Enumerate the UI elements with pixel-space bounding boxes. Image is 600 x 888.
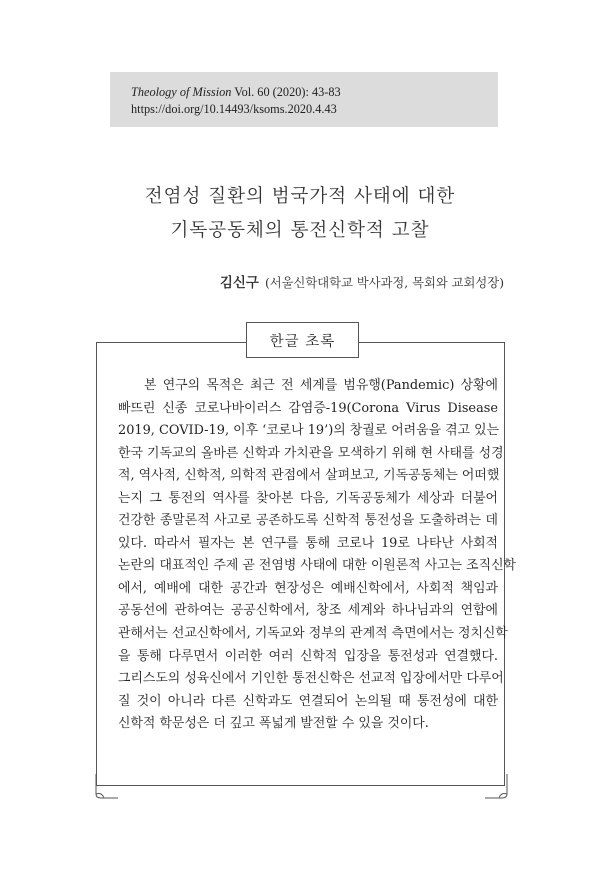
journal-name: Theology of Mission	[131, 85, 232, 99]
abstract-line: 있다. 따라서 필자는 본 연구를 통해 코로나 19로 나타난 사회적	[118, 535, 498, 551]
doi-link[interactable]: https://doi.org/10.14493/ksoms.2020.4.43	[131, 102, 337, 116]
abstract-line: 한국 기독교의 올바른 신학과 가치관을 모색하기 위해 현 사태를 성경	[118, 445, 504, 461]
scroll-curl-right-icon	[483, 772, 511, 800]
abstract-line: 공동선에 관하여는 공공신학에서, 창조 세계와 하나님과의 연합에	[118, 603, 498, 619]
abstract-line: 적, 역사적, 신학적, 의학적 관점에서 살펴보고, 기독공동체는 어떠했	[118, 468, 500, 484]
journal-citation	[131, 84, 498, 101]
title-line-2: 기독공동체의 통전신학적 고찰	[170, 220, 430, 241]
abstract-line: 논란의 대표적인 주제 곧 전염병 사태에 대한 이원론적 사고는 조직신학	[118, 558, 516, 574]
author-affiliation: (서울신학대학교 박사과정, 목회와 교회성장)	[264, 276, 504, 290]
abstract-body	[118, 375, 516, 736]
scroll-curl-left-icon	[92, 772, 120, 800]
journal-volume: Vol. 60 (2020): 43-83	[234, 85, 341, 99]
abstract-line: 신학적 학문성은 더 깊고 폭넓게 발전할 수 있을 것이다.	[118, 716, 429, 732]
abstract-label: 한글 초록	[246, 322, 359, 358]
abstract-line: 관해서는 선교신학에서, 기독교와 정부의 관계적 측면에서는 정치신학	[118, 626, 508, 642]
author-line	[220, 271, 504, 291]
author-name: 김신구	[219, 275, 259, 291]
abstract-line: 는지 그 통전의 역사를 찾아본 다음, 기독공동체가 세상과 더불어	[118, 490, 498, 506]
abstract-line: 건강한 종말론적 사고로 공존하도록 신학적 통전성을 도출하려는 데	[118, 513, 498, 529]
title-line-1: 전염성 질환의 범국가적 사태에 대한	[144, 186, 456, 207]
abstract-line: 2019, COVID-19, 이후 ‘코로나 19’)의 창궐로 어려움을 겪고 있는	[118, 423, 500, 439]
journal-header-box	[110, 72, 498, 127]
abstract-line: 에서, 예배에 대한 공간과 현장성은 예배신학에서, 사회적 책임과	[118, 580, 498, 596]
abstract-line: 그리스도의 성육신에서 기인한 통전신학은 선교적 입장에서만 다루어	[118, 671, 504, 687]
abstract-line: 질 것이 아니라 다른 신학과도 연결되어 논의될 때 통전성에 대한	[118, 693, 498, 709]
abstract-line: 본 연구의 목적은 최근 전 세계를 범유행(Pandemic) 상황에	[144, 378, 498, 393]
abstract-line: 을 통해 다루면서 이러한 여러 신학적 입장을 통전성과 연결했다.	[118, 648, 498, 664]
abstract-line: 빠뜨린 신종 코로나바이러스 감염증-19(Corona Virus Disease	[118, 400, 498, 416]
